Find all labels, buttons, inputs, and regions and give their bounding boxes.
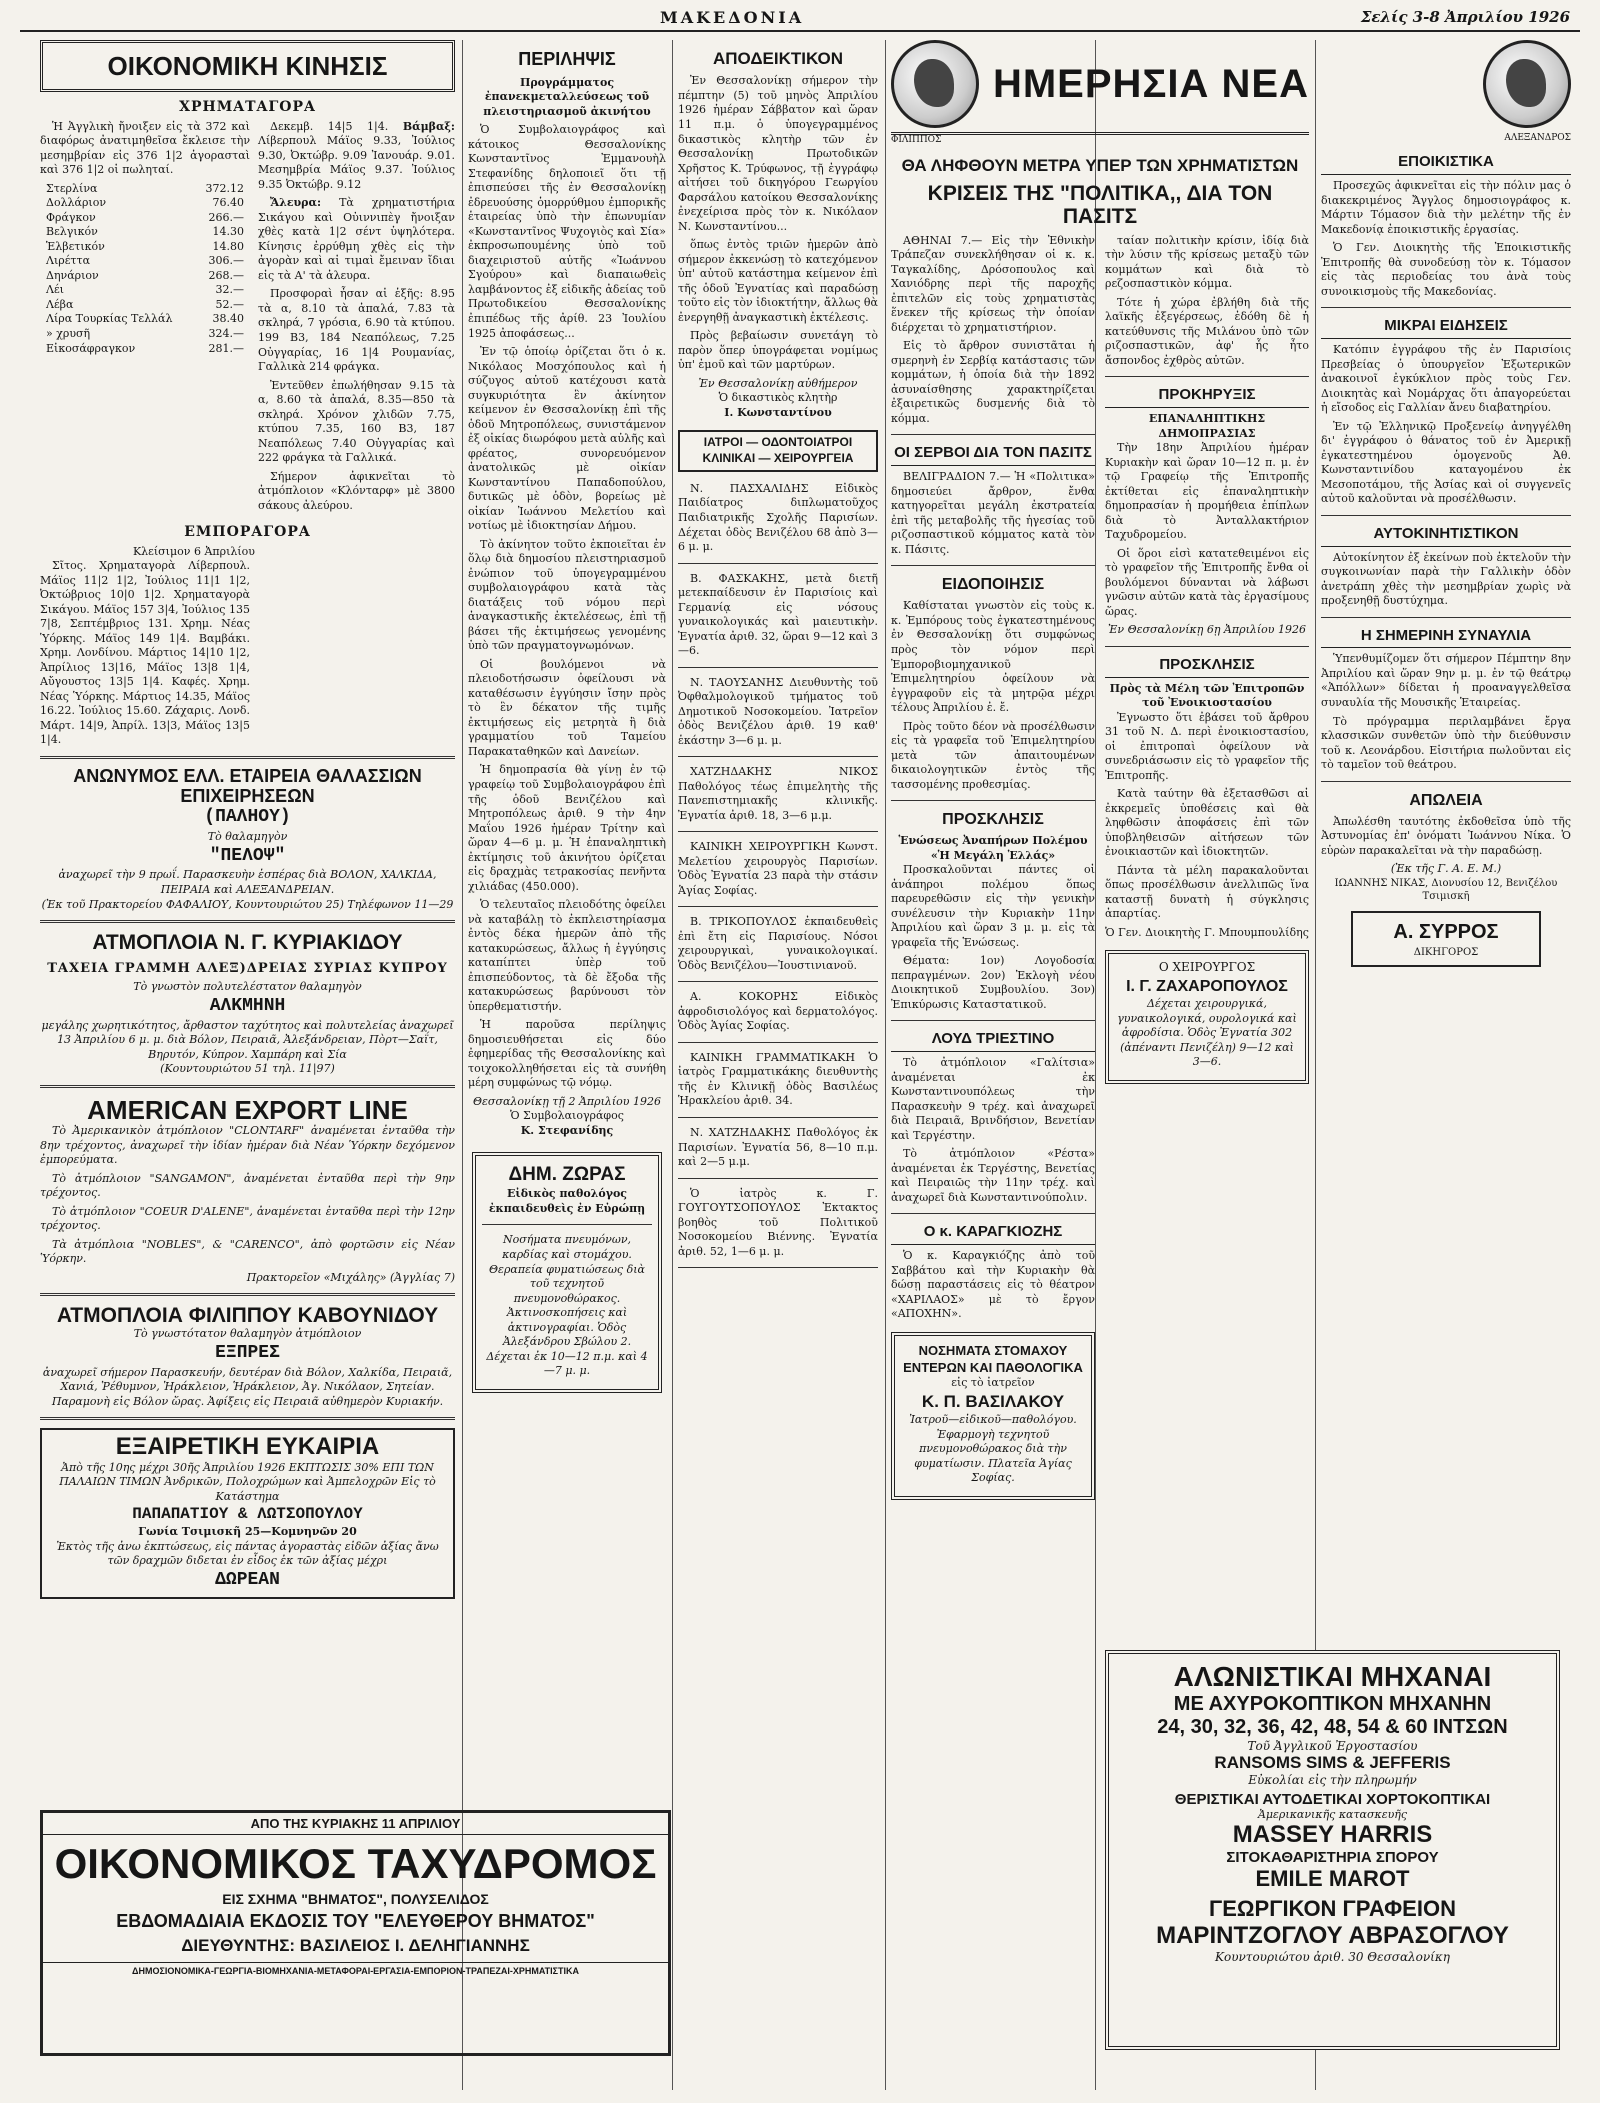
ad-doctor-zoras [472, 1152, 662, 1392]
proclamation-heading: ΠΡΟΚΗΡΥΞΙΣ [1105, 385, 1309, 408]
headline-politika: ΚΡΙΣΕΙΣ ΤΗΣ "ΠΟΛΙΤΙΚΑ,, ΔΙΑ ΤΟΝ ΠΑΣΙΤΣ [927, 181, 1273, 228]
brand-massey-harris: MASSEY HARRIS [1232, 1820, 1433, 1848]
ad4-text: ἀναχωρεῖ σήμερον Παρασκευήν, δευτέραν διὰ Βόλον, Χαλκίδα, Πειραιᾶ, Χανιά, Ῥέθυμνον, Ἡράκλειον, Ἡράκλειον, Ἀγ. Νικόλαον, Σητείαν. Παραμονὴ εἰς Βόλον ὥρας. Ἀφίξεις εἰς Πειραιᾶ αὐθημερὸν Κυριακήν. [42, 1365, 453, 1408]
summary-sign-role: Ὁ Συμβολαιογράφος [510, 1109, 624, 1123]
rate-row [40, 196, 250, 211]
machines-seed: ΣΙΤΟΚΑΘΑΡΙΣΤΗΡΙΑ ΣΠΟΡΟΥ [1226, 1848, 1439, 1866]
divider [678, 831, 878, 832]
machines-title: ΑΛΩΝΙΣΤΙΚΑΙ ΜΗΧΑΝΑΙ [1173, 1661, 1492, 1692]
rate-row [40, 269, 250, 284]
economy-title: ΟΙΚΟΝΟΜΙΚΗ ΚΙΝΗΣΙΣ [40, 40, 455, 92]
machines-more: ΘΕΡΙΣΤΙΚΑΙ ΑΥΤΟΔΕΤΙΚΑΙ ΧΟΡΤΟΚΟΠΤΙΚΑΙ [1174, 1790, 1491, 1808]
courier-line1: ΕΙΣ ΣΧΗΜΑ "ΒΗΜΑΤΟΣ", ΠΟΛΥΣΕΛΙΔΟΣ [222, 1891, 489, 1908]
rate-value: 266.— [208, 210, 244, 224]
concert-text: Ὑπενθυμίζομεν ὅτι σήμερον Πέμπτην 8ην Ἀπριλίου καὶ ὥραν 9ην μ. μ. ἐν τῷ θεάτρῳ «Ἀπόλλων» δίδεται ἡ προαναγγελθεῖσα συναυλία τῆς Μουσικῆς Ἑταιρείας. [1321, 652, 1571, 709]
stomach-sub: εἰς τὸ ἰατρεῖον [951, 1376, 1035, 1390]
rate-value: 306.— [208, 254, 244, 268]
rate-row [40, 211, 250, 226]
ad4-ship: ΕΞΠΡΕΣ [215, 1342, 280, 1363]
courier-line2: ΕΒΔΟΜΑΔΙΑΙΑ ΕΚΔΟΣΙΣ ΤΟΥ "ΕΛΕΥΘΕΡΟΥ ΒΗΜΑΤΟΣ" [116, 1911, 595, 1932]
rate-row [40, 240, 250, 255]
column-misc: ΑΛΕΞΑΝΔΡΟΣ ΕΠΟΙΚΙΣΤΙΚΑ Προσεχῶς ἀφικνεῖται εἰς τὴν πόλιν μας ὁ διακεκριμένος Ἄγγλος δημοσιογράφος κ. Μάρτιν Τόμασον διὰ τὴν μελέτην τῆς ἐν Μακεδονίᾳ ἐποικιστικῆς ἐργασίας. Ὁ Γεν. Διοικητὴς τῆς Ἐποικιστικῆς Ἐπιτροπῆς θὰ συνοδεύσῃ τὸν κ. Τόμασον εἰς τὰς περιοδείας του ἀνὰ τοὺς συνοικισμοὺς τῆς Μακεδονίας. ΜΙΚΡΑΙ ΕΙΔΗΣΕΙΣ Κατόπιν ἐγγράφου τῆς ἐν Παρισίοις Πρεσβείας ὁ ὑπουργεῖον Ἐξωτερικῶν ἀνακοινοῖ ἐγκύκλιον πρὸς τοὺς Γεν. Διοικητὰς καὶ Νομάρχας ὅτι ἀπαγορεύεται ἡ εἴσοδος εἰς Γαλλίαν ἄνευ διαβατηρίου. Ἐν τῷ Ἐλληνικῷ Προξενείῳ ἀνηγγέλθη δι' ἐγγράφου ὁ θάνατος τοῦ ἐν Ἀμερικῇ ἐγκατεστημένου ὁμογενοῦς Ἀθ. Κωνσταντινίδου καταγομένου ἐκ Μεσοποτάμου, τῆς Ἀσίας καὶ οἱ συγγενεῖς αὐτοῦ καλοῦνται νὰ προσέλθωσιν. ΑΥΤΟΚΙΝΗΤΙΣΤΙΚΟΝ Αὐτοκίνητον ἐξ ἐκείνων ποὺ ἐκτελοῦν τὴν συγκοινωνίαν παρὰ τὴν Γαλλικὴν ὁδὸν ἀνετράπη χθὲς τὴν μεσημβρίαν χωρὶς νὰ προξενηθῇ δυστύχημα. Η ΣΗΜΕΡΙΝΗ ΣΥΝΑΥΛΙΑ Ὑπενθυμίζομεν ὅτι σήμερον Πέμπτην 8ην Ἀπριλίου καὶ ὥραν 9ην μ. μ. ἐν τῷ θεάτρῳ «Ἀπόλλων» δίδεται ἡ προαναγγελθεῖσα συναυλία τῆς Μουσικῆς Ἑταιρείας. Τὸ πρόγραμμα περιλαμβάνει ἔργα κλασσικῶν συνθετῶν ὑπὸ τὴν διεύθυνσιν τοῦ κ. Λεονάρδου. Εἰσιτήρια πωλοῦνται εἰς τὸ ταμεῖον τοῦ θεάτρου. ΑΠΩΛΕΙΑ Ἀπωλέσθη ταυτότης ἐκδοθεῖσα ὑπὸ τῆς Ἀστυνομίας ἐπ' ὀνόματι Ἰωάννου Νίκα. Ὁ εὑρὼν παρακαλεῖται νὰ τὴν παραδώσῃ. (Ἐκ τῆς Γ. Α. Ε. Μ.) ΙΩΑΝΝΗΣ ΝΙΚΑΣ, Διονυσίου 12, Βενιζέλου Τσιμισκῆ Α. ΣΥΡΡΟΣ ΔΙΚΗΓΟΡΟΣ [1321, 40, 1571, 2090]
news-athens-cont: ταίαν πολιτικὴν κρίσιν, ἰδίᾳ διὰ τὴν λύσιν τῆς κρίσεως μεταξὺ τῶν κομμάτων καὶ διὰ τὸ ρεζοσπαστικὸν κόμμα. [1105, 233, 1309, 291]
commodity-market-heading: ΕΜΠΟΡΑΓΟΡΑ [184, 524, 311, 541]
machines-terms: Εὐκολίαι εἰς τὴν πληρωμήν [1248, 1772, 1417, 1787]
divider [678, 667, 878, 668]
certificate-text: Ἐν Θεσσαλονίκῃ σήμερον τὴν πέμπτην (5) τοῦ μηνὸς Ἀπριλίου 1926 ἡμέραν Σάββατον καὶ ὥραν 11 π.μ. ὁ ὑπογεγραμμένος δικαστικὸς κλητὴρ τῶν ἐν Θεσσαλονίκῃ Πρωτοδικῶν Χρῆστος Κ. Τρύφωνος, τῇ ἐγγράφῳ αἰτήσει τοῦ δικηγόρου Γεωργίου Φαρσάλου κατοίκου Θεσσαλονίκης ἐνεχείρισα πρὸς τὸν κ. Νικόλαον Ν. Κωνσταντίνου... [678, 74, 878, 233]
column-rule [672, 40, 673, 2090]
ad-surgeon [1105, 950, 1309, 1084]
ad1-subtitle: (ΠΑΛΗΟΥ) [204, 807, 291, 828]
settlement-text: Προσεχῶς ἀφικνεῖται εἰς τὴν πόλιν μας ὁ διακεκριμένος Ἄγγλος δημοσιογράφος κ. Μάρτιν Τόμασον διὰ τὴν μελέτην τῆς ἐν Μακεδονίᾳ ἐποικιστικῆς ἐργασίας. [1321, 179, 1571, 236]
rate-name: Ἑλβετικόν [46, 239, 105, 253]
ad1-ship: "ΠΕΛΟΨ" [209, 845, 286, 866]
divider [678, 1117, 878, 1118]
loss-text: Ἀπωλέσθη ταυτότης ἐκδοθεῖσα ὑπὸ τῆς Ἀστυνομίας ἐπ' ὀνόματι Ἰωάννου Νίκα. Ὁ εὑρὼν παρακαλεῖται νὰ τὴν παραδώσῃ. [1321, 814, 1571, 857]
concert-heading: Η ΣΗΜΕΡΙΝΗ ΣΥΝΑΥΛΙΑ [1321, 626, 1571, 649]
certificate-sign-role: Ὁ δικαστικὸς κλητὴρ [718, 391, 838, 405]
invite-subtitle: Ἑνώσεως Ἀναπήρων Πολέμου «Ἡ Μεγάλη Ἑλλάς» [898, 834, 1088, 862]
invite-text: Προσκαλοῦνται πάντες οἱ ἀνάπηροι πολέμου ὅπως παρευρεθῶσιν εἰς τὴν γενικὴν συνέλευσιν τὴν Κυριακὴν 11ην Ἀπριλίου καὶ ὥραν 3 μ. μ. εἰς τὰ γραφεῖα τῆς Ἑνώσεως. [891, 863, 1095, 949]
summary-auction: Ἡ δημοπρασία θὰ γίνῃ ἐν τῷ γραφείῳ τοῦ Συμβολαιογράφου ἐπὶ τῆς ὁδοῦ Βενιζέλου καὶ Μητροπόλεως ἀριθ. 9 τὴν 4ην Μαΐου 1926 ἡμέραν Τρίτην καὶ ὥραν 4—6 μ. μ. Ἡ ἐπαναληπτικὴ ἐκτίμησις τοῦ ἀκινήτου ὁρίζεται εἰς δραχμὰς τετρακοσίας πενῆντα χιλιάδας (450.000). [468, 763, 666, 893]
lloyd-text: Τὸ ἀτμόπλοιον «Γαλίτσια» ἀναμένεται ἐκ Κωνσταντινουπόλεως τὴν Παρασκευὴν 9 τρέχ. καὶ ἀναχωρεῖ διὰ Πειραιᾶ, Βρινδήσιον, Βενετίαν καὶ Τεργέστην. [891, 1056, 1095, 1142]
ad2-lead: Τὸ γνωστὸν πολυτελέστατον θαλαμηγὸν [133, 980, 362, 994]
divider [678, 563, 878, 564]
ad-kavounidou-shipping [40, 1304, 455, 1409]
ad2-title: ΑΤΜΟΠΛΟΙΑ Ν. Γ. ΚΥΡΙΑΚΙΔΟΥ [92, 931, 403, 955]
doctor-zoras-role: Εἰδικὸς παθολόγος ἐκπαιδευθεὶς ἐν Εὐρώπῃ [488, 1187, 646, 1215]
rate-row [40, 182, 250, 197]
invite2-text: Ἐγνωστο ὅτι ἐβάσει τοῦ ἄρθρου 31 τοῦ Ν. Δ. περὶ ἐνοικιοστασίου, οἱ ἐπιτροπαὶ ὀφείλουν νὰ συνεδριάσωσιν εἰς τὸ γραφεῖον τῆς Ἐπιτροπῆς. [1105, 710, 1309, 782]
lawyer-name: Α. ΣΥΡΡΟΣ [1393, 921, 1499, 944]
divider [678, 1267, 878, 1268]
medal-right-label: ΑΛΕΞΑΝΔΡΟΣ [1504, 132, 1571, 143]
money-market-heading: ΧΡΗΜΑΤΑΓΟΡΑ [179, 99, 316, 116]
karagiozis-text: Ὁ κ. Καραγκιόζης ἀπὸ τοῦ Σαββάτου καὶ τὴν Κυριακὴν θὰ δώσῃ παραστάσεις εἰς τὸ θέατρον «ΧΑΡΙΛΑΟΣ» μὲ τὸ ἔργον «ΑΠΟΧΗΝ». [891, 1249, 1095, 1321]
doctor-listing: Α. ΚΟΚΟΡΗΣ Εἰδικὸς ἀφροδισιολόγος καὶ δερματολόγος. Ὁδὸς Ἁγίας Σοφίας. [678, 990, 878, 1033]
summary-subtitle: Προγράμματος ἐπανεκμεταλλεύσεως τοῦ πλειστηριασμοῦ ἀκινήτου [483, 75, 651, 118]
ad4-title: ΑΤΜΟΠΛΟΙΑ ΦΙΛΙΠΠΟΥ ΚΑΒΟΥΝΙΔΟΥ [56, 1304, 439, 1328]
ad2-subtitle: ΤΑΧΕΙΑ ΓΡΑΜΜΗ ΑΛΕΞ)ΔΡΕΙΑΣ ΣΥΡΙΑΣ ΚΥΠΡΟΥ [47, 961, 448, 977]
certificate-title: ΑΠΟΔΕΙΚΤΙΚΟΝ [713, 49, 843, 68]
surgeon-text: Δέχεται χειρουργικά, γυναικολογικά, ουρολογικά καὶ ἀφροδίσια. Ὁδὸς Ἐγνατία 302 (ἀπέναντι Πενιζέλη) 9—12 καὶ 3—6. [1117, 997, 1297, 1069]
surgeon-title: Ο ΧΕΙΡΟΥΡΓΟΣ [1158, 960, 1256, 975]
rate-name: Βελγικόν [46, 225, 98, 239]
rate-value: 372.12 [205, 181, 244, 195]
doctor-listing: ΧΑΤΖΗΔΑΚΗΣ ΝΙΚΟΣ Παθολόγος τέως ἐπιμελητὴς τῆς Πανεπιστημιακῆς κλινικῆς. Ἐγνατία ἀριθ. 18, 3—6 μ.μ. [678, 765, 878, 822]
summary-text: Ὁ Συμβολαιογράφος καὶ κάτοικος Θεσσαλονίκης Κωνσταντῖνος Ἐμμανουὴλ Στεφανίδης δηλοποιεῖ ὅτι τῇ ἐπισπεύσει τῆς ἐν Θεσσαλονίκῃ ἐδρευούσης ὁμορρύθμου ἐμπορικῆς ἑταιρείας ὑπὸ τὴν ἐπωνυμίαν «Κωνσταντῖνος Ψυχογιὸς καὶ Σία» ἐκπροσωπουμένης ὑπὸ τοῦ διαχειριστοῦ αὐτῆς «Ἰωάννου Σγούρου» καὶ διαπαιωθεὶς λαμβάνοντος ἐξ εἰδικῆς ἀδείας τοῦ Πρωτοδικείου Θεσσαλονίκης ἐπιπέδως τῆς ἀρίθ. 23 Ἰουλίου 1925 ἀποφάσεως... [468, 123, 666, 340]
serbs-heading: ΟΙ ΣΕΡΒΟΙ ΔΙΑ ΤΟΝ ΠΑΣΙΤΣ [891, 443, 1095, 466]
rate-name: Λιρέττα [46, 254, 91, 268]
notices-text: Καθίσταται γνωστὸν εἰς τοὺς κ. κ. Ἐμπόρους τοὺς ἐγκατεστημένους ἐν Θεσσαλονίκῃ ὅτι συμφώνως πρὸς τὸν νόμον περὶ Ἐμποροβιομηχανικοῦ Ἐπιμελητηρίου ὀφείλουν νὰ ἐγγραφοῦν εἰς τὰ μητρῷα μέχρι τέλους Ἀπριλίου ἐ. ἔ. [891, 599, 1095, 715]
ad1-lead: Τὸ θαλαμηγὸν [207, 830, 288, 844]
surgeon-name: Ι. Γ. ΖΑΧΑΡΟΠΟΥΛΟΣ [1126, 978, 1288, 996]
settlement-heading: ΕΠΟΙΚΙΣΤΙΚΑ [1321, 152, 1571, 175]
rate-value: 76.40 [212, 196, 244, 210]
ad4-lead: Τὸ γνωστότατον θαλαμηγὸν ἀτμόπλοιον [133, 1327, 362, 1341]
market-close-date: Κλείσιμον 6 Ἀπριλίου [132, 544, 255, 558]
rate-row [40, 312, 250, 327]
ad1-title: ΑΝΩΝΥΜΟΣ ΕΛΛ. ΕΤΑΙΡΕΙΑ ΘΑΛΑΣΣΙΩΝ ΕΠΙΧΕΙΡΗΣΕΩΝ [73, 765, 422, 806]
medal-left-label: ΦΙΛΙΠΠΟΣ [891, 135, 942, 145]
doctor-zoras-name: ΔΗΜ. ΖΩΡΑΣ [508, 1164, 626, 1186]
rate-row [40, 327, 250, 342]
doctor-listing: ΚΑΙΝΙΚΗ ΓΡΑΜΜΑΤΙΚΑΚΗ Ὁ ἰατρὸς Γραμματικάκης διευθυντὴς τῆς ἐν Κλινικῇ ὁδὸς Βασιλέως Ἡρακλείου ἀριθ. 34. [678, 1050, 878, 1108]
doctor-listing: Β. ΤΡΙΚΟΠΟΥΛΟΣ ἐκπαιδευθεὶς ἐπὶ ἔτη εἰς Παρισίους. Νόσοι χειρουργικαὶ, γυναικολογικαί. Ὁδὸς Βενιζέλου—Ἰουστινιανοῦ. [678, 915, 878, 972]
doctor-listing: Ὁ ἰατρὸς κ. Γ. ΓΟΥΓΟΥΤΣΟΠΟΥΛΟΣ Ἐκτακτος βοηθὸς τοῦ Πολιτικοῦ Νοσοκομείου Βιέννης. Ἐγνατία ἀριθ. 52, 1—6 μ. μ. [678, 1186, 878, 1258]
rate-value: 32.— [215, 283, 244, 297]
divider [678, 1178, 878, 1179]
summary-title: ΠΕΡΙΛΗΨΙΣ [518, 49, 616, 69]
column-rule [885, 40, 886, 2090]
rate-name: Στερλίνα [46, 181, 98, 195]
ad2-text: μεγάλης χωρητικότητος, ἄρθαστον ταχύτητος καὶ πολυτελείας ἀναχωρεῖ 13 Ἀπριλίου 6 μ. μ. διὰ Βόλον, Πειραιᾶ, Ἀλεξάνδρειαν, Πὸρτ—Σαΐτ, Βηρυτόν, Κύπρον. Χαμπάρη καὶ Σία [41, 1018, 454, 1061]
ad1-text: ἀναχωρεῖ τὴν 9 πρωΐ. Παρασκευὴν ἑσπέρας διὰ ΒΟΛΟΝ, ΧΑΛΚΙΔΑ, ΠΕΙΡΑΙΑ καὶ ΑΛΕΞΑΝΔΡΕΙΑΝ. [58, 868, 437, 896]
machines-owner: ΜΑΡΙΝΤΖΟΓΛΟΥ ΑΒΡΑΣΟΓΛΟΥ [1156, 1921, 1509, 1949]
rate-value: 52.— [215, 297, 244, 311]
news-athens: ΑΘΗΝΑΙ 7.— Εἰς τὴν Ἐθνικὴν Τράπεζαν συνεκλήθησαν οἱ κ. κ. Ταγκαλίδης, Δρόσοπουλος καὶ Χανιόδρης περὶ τῆς παροχῆς ἐπιτελῶν εἰς τοὺς χρηματιστὰς ἕνεκεν τῆς κρίσεως τὴν ὁποίαν διέρχεται τὸ χρηματιστήριον. [891, 233, 1095, 334]
divider [678, 981, 878, 982]
auto-text: Αὐτοκίνητον ἐξ ἐκείνων ποὺ ἐκτελοῦν τὴν συγκοινωνίαν παρὰ τὴν Γαλλικὴν ὁδὸν ἀνετράπη χθὲς τὴν μεσημβρίαν χωρὶς νὰ προξενηθῇ δυστύχημα. [1321, 550, 1571, 608]
rate-row [40, 283, 250, 298]
invite2-sign: Ὁ Γεν. Διοικητὴς Γ. Μπουμπουλίδης [1105, 925, 1309, 939]
doctor-listing: Ν. ΠΑΣΧΑΛΙΔΗΣ Εἰδικὸς Παιδίατρος διπλωματοῦχος Παιδιατρικῆς Σχολῆς Παρισίων. Δέχεται ὁδὸς Βενιζέλου 68 ἀπὸ 3—6 μ. μ. [678, 481, 878, 554]
proclamation-text: Τὴν 18ην Ἀπριλίου ἡμέραν Κυριακὴν καὶ ὥραν 10—12 π. μ. ἐν τῷ Γραφείῳ τῆς Ἐπιτροπῆς ἐκτίθεται εἰς ἐπαναληπτικὴν δημοπρασίαν ἡ προμήθεια ἐπίπλων διὰ τὸ Ἀνταλλακτήριον Ταχυδρομείου. [1105, 441, 1309, 542]
courier-date: ΑΠΟ ΤΗΣ ΚΥΡΙΑΚΗΣ 11 ΑΠΡΙΛΙΟΥ [43, 1813, 668, 1835]
ad3-text2: Τὸ ἀτμόπλοιον "SANGAMON", ἀναμένεται ἐνταῦθα περὶ τὴν 9ην τρέχοντος. [40, 1171, 455, 1200]
karagiozis-heading: Ο κ. ΚΑΡΑΓΚΙΟΖΗΣ [891, 1222, 1095, 1245]
summary-sign-name: Κ. Στεφανίδης [520, 1123, 614, 1137]
brand-emile-marot: EMILE MAROT [1255, 1865, 1410, 1891]
newspaper-name: ΜΑΚΕΔΟΝΙΑ [660, 8, 805, 27]
loss-heading: ΑΠΩΛΕΙΑ [1409, 791, 1483, 809]
issue-date: Σελίς 3-8 Ἀπριλίου 1926 [1360, 8, 1570, 26]
courier-title: ΟΙΚΟΝΟΜΙΚΟΣ ΤΑΧΥΔΡΟΜΟΣ [54, 1840, 657, 1887]
stomach-name: Κ. Π. ΒΑΣΙΛΑΚΟΥ [921, 1391, 1065, 1411]
courier-line4: ΔΗΜΟΣΙΟΝΟΜΙΚΑ-ΓΕΩΡΓΙΑ-ΒΙΟΜΗΧΑΝΙΑ-ΜΕΤΑΦΟΡΑΙ-ΕΡΓΑΣΙΑ-ΕΜΠΟΡΙΟΝ-ΤΡΑΠΕΖΑΙ-ΧΡΗΜΑΤΙΣΤΙΚΑ [43, 1962, 668, 1976]
news-belgrade: ΒΕΛΙΓΡΑΔΙΟΝ 7.— Ἡ «Πολιτικα» δημοσιεύει ἄρθρον, ἔνθα κατηγορεῖται μεγάλη ἐκστρατεία ἐπὶ τῆς μεταβολῆς τῆς ἡγεσίας τοῦ ριζοσπαστικοῦ κόμματος κατὰ τὸν κ. Πάσιτς. [891, 470, 1095, 556]
doctor-zoras-text: Νοσήματα πνευμόνων, καρδίας καὶ στομάχου. Θεραπεία φυματιώσεως διὰ τοῦ τεχνητοῦ πνευμονοθώρακος. Ἀκτινοσκοπήσεις καὶ ἀκτινογραφίαι. Ὁδὸς Ἀλεξάνδρου Σβώλου 2. Δέχεται ἐκ 10—12 π.μ. καὶ 4—7 μ. μ. [486, 1233, 648, 1378]
lawyer-role: ΔΙΚΗΓΟΡΟΣ [1413, 946, 1479, 958]
doctor-listing: ΚΑΙΝΙΚΗ ΧΕΙΡΟΥΡΓΙΚΗ Κωνστ. Μελετίου χειρουργὸς Παρισίων. Ὁδὸς Ἐγνατία 23 παρὰ τὴν στάσιν Ἁγίας Σοφίας. [678, 840, 878, 897]
machines-sizes: 24, 30, 32, 36, 42, 48, 54 & 60 ΙΝΤΣΩΝ [1157, 1715, 1508, 1738]
invite2-subtitle: Πρὸς τὰ Μέλη τῶν Ἐπιτροπῶν τοῦ Ἐνοικιοστασίου [1109, 681, 1305, 710]
doctors-heading [678, 430, 878, 472]
machines-office: ΓΕΩΡΓΙΚΟΝ ΓΡΑΦΕΙΟΝ [1209, 1895, 1456, 1921]
brand-ransoms: RANSOMS SIMS & JEFFERIS [1214, 1752, 1451, 1772]
rate-name: Λέι [46, 283, 64, 297]
column-rule [462, 40, 463, 2090]
ad-palios-shipping [40, 767, 455, 912]
ad-threshing-machines [1105, 1650, 1560, 2050]
rate-value: 324.— [208, 327, 244, 340]
ad5-text: Ἀπὸ τῆς 10ης μέχρι 30ῆς Ἀπριλίου 1926 ΕΚΠΤΩΣΙΣ 30% ΕΠΙ ΤΩΝ ΠΑΛΑΙΩΝ ΤΙΜΩΝ Ἀνδρικῶν, Πολοχρώμων καὶ Ἀμπελοχρῶν Εἰς τὸ Κατάστημα [59, 1460, 436, 1503]
loss-source: (Ἐκ τῆς Γ. Α. Ε. Μ.) [1390, 862, 1502, 876]
machines-subtitle: ΜΕ ΑΧΥΡΟΚΟΠΤΙΚΟΝ ΜΗΧΑΝΗΝ [1173, 1692, 1492, 1715]
masthead [20, 8, 1580, 32]
summary-sign-place: Θεσσαλονίκῃ τῇ 2 Ἀπριλίου 1926 [473, 1094, 661, 1108]
rate-value: 268.— [208, 268, 244, 282]
invite-heading: ΠΡΟΣΚΛΗΣΙΣ [942, 811, 1044, 829]
column-notices: ΑΠΟΔΕΙΚΤΙΚΟΝ Ἐν Θεσσαλονίκῃ σήμερον τὴν πέμπτην (5) τοῦ μηνὸς Ἀπριλίου 1926 ἡμέραν Σάββατον καὶ ὥραν 11 π.μ. ὁ ὑπογεγραμμένος δικαστικὸς κλητὴρ τῶν ἐν Θεσσαλονίκῃ Πρωτοδικῶν Χρῆστος Κ. Τρύφωνος, τῇ ἐγγράφῳ αἰτήσει τοῦ δικηγόρου Γεωργίου Φαρσάλου κατοίκου Θεσσαλονίκης ἐνεχείρισα πρὸς τὸν κ. Νικόλαον Ν. Κωνσταντίνου... ὅπως ἐντὸς τριῶν ἡμερῶν ἀπὸ σήμερον ἐκκενώσῃ τὸ κατεχόμενον ὑπ' αὐτοῦ κατάστημα κείμενον ἐπὶ τῆς ὁδοῦ Ἐγνατίας καὶ παραδώσῃ τοῦτο εἰς τὸν ἰδιοκτήτην, ἄλλως θὰ ἐνεργηθῇ ἀναγκαστικὴ ἐκτέλεσις. Πρὸς βεβαίωσιν συνετάγη τὸ παρὸν ὅπερ ὑπογράφεται νομίμως ὑπ' ἐμοῦ καὶ τῶν μαρτύρων. Ἐν Θεσσαλονίκῃ αὐθήμερον Ὁ δικαστικὸς κλητὴρ Ι. Κωνσταντίνου ΙΑΤΡΟΙ — ΟΔΟΝΤΟΙΑΤΡΟΙ ΚΛΙΝΙΚΑΙ — ΧΕΙΡΟΥΡΓΕΙΑ Ν. ΠΑΣΧΑΛΙΔΗΣ Εἰδικὸς Παιδίατρος διπλωματοῦχος Παιδιατρικῆς Σχολῆς Παρισίων. Δέχεται ὁδὸς Βενιζέλου 68 ἀπὸ 3—6 μ. μ. Β. ΦΑΣΚΑΚΗΣ, μετὰ διετῆ μετεκπαίδευσιν ἐν Παρισίοις καὶ Γερμανίᾳ εἰς νόσους γυναικολογικάς καὶ μαιευτικὴν. Ἐγνατία ἀριθ. 32, ὥραι 9—12 καὶ 3—6. Ν. ΤΑΟΥΣΑΝΗΣ Διευθυντὴς τοῦ Ὀφθαλμολογικοῦ τμήματος τοῦ Δημοτικοῦ Νοσοκομείου. Ἰατρεῖον ὁδὸς Βενιζέλου ἀριθ. 19 καθ' ἑκάστην 3—6 μ. μ. ΧΑΤΖΗΔΑΚΗΣ ΝΙΚΟΣ Παθολόγος τέως ἐπιμελητὴς τῆς Πανεπιστημιακῆς κλινικῆς. Ἐγνατία ἀριθ. 18, 3—6 μ.μ. ΚΑΙΝΙΚΗ ΧΕΙΡΟΥΡΓΙΚΗ Κωνστ. Μελετίου χειρουργὸς Παρισίων. Ὁδὸς Ἐγνατία 23 παρὰ τὴν στάσιν Ἁγίας Σοφίας. Β. ΤΡΙΚΟΠΟΥΛΟΣ ἐκπαιδευθεὶς ἐπὶ ἔτη εἰς Παρισίους. Νόσοι χειρουργικαὶ, γυναικολογικαί. Ὁδὸς Βενιζέλου—Ἰουστινιανοῦ. Α. ΚΟΚΟΡΗΣ Εἰδικὸς ἀφροδισιολόγος καὶ δερματολόγος. Ὁδὸς Ἁγίας Σοφίας. ΚΑΙΝΙΚΗ ΓΡΑΜΜΑΤΙΚΑΚΗ Ὁ ἰατρὸς Γραμματικάκης διευθυντὴς τῆς ἐν Κλινικῇ ὁδὸς Βασιλέως Ἡρακλείου ἀριθ. 34. Ν. ΧΑΤΖΗΔΑΚΗΣ Παθολόγος ἐκ Παρισίων. Ἐγνατία 56, 8—10 π.μ. καὶ 2—5 μ.μ. Ὁ ἰατρὸς κ. Γ. ΓΟΥΓΟΥΤΣΟΠΟΥΛΟΣ Ἐκτακτος βοηθὸς τοῦ Πολιτικοῦ Νοσοκομείου Βιέννης. Ἐγνατία ἀριθ. 52, 1—6 μ. μ. [678, 40, 878, 2090]
rate-value: 14.80 [212, 239, 244, 253]
proclamation-sign: Ἐν Θεσσαλονίκῃ 6ῃ Ἀπριλίου 1926 [1108, 623, 1306, 637]
proclamation-subtitle: ΕΠΑΝΑΛΗΠΤΙΚΗΣ ΔΗΜΟΠΡΑΣΙΑΣ [1148, 412, 1266, 440]
rate-name: Λίρα Τουρκίας Τελλάλ [46, 312, 173, 326]
rate-value: 14.30 [212, 225, 244, 239]
stomach-text: Ἰατροῦ—εἰδικοῦ—παθολόγου. Ἐφαρμογὴ τεχνητοῦ πνευμονοθώρακος διὰ τὴν φυματίωσιν. Πλατεῖα Ἁγίας Σοφίας. [909, 1413, 1077, 1485]
rate-row [40, 298, 250, 313]
rate-row [40, 254, 250, 269]
exchange-rates [40, 182, 250, 356]
machines-from: Τοῦ Ἀγγλικοῦ Ἐργοστασίου [1247, 1738, 1418, 1753]
ad-kyriakidou-shipping [40, 931, 455, 1077]
divider [678, 1042, 878, 1043]
doctor-listing: Ν. ΧΑΤΖΗΔΑΚΗΣ Παθολόγος ἐκ Παρισίων. Ἐγνατία 56, 8—10 π.μ. καὶ 2—5 μ.μ. [678, 1126, 878, 1169]
loss-address: ΙΩΑΝΝΗΣ ΝΙΚΑΣ, Διονυσίου 12, Βενιζέλου Τσιμισκῆ [1334, 877, 1558, 902]
doctor-listing: Β. ΦΑΣΚΑΚΗΣ, μετὰ διετῆ μετεκπαίδευσιν ἐν Παρισίοις καὶ Γερμανίᾳ εἰς νόσους γυναικολογικάς καὶ μαιευτικὴν. Ἐγνατία ἀριθ. 32, ὥραι 9—12 καὶ 3—6. [678, 571, 878, 658]
ad2-contact: (Κουντουριώτου 51 τηλ. 11|97) [160, 1062, 335, 1076]
doctors-list [678, 482, 878, 1268]
ad1-contact: (Ἐκ τοῦ Πρακτορείου ΦΑΦΑΛΙΟΥ, Κουντουριώτου 25) Τηλέφωνον 11—29 [41, 897, 454, 911]
rate-name: Φράγκον [46, 210, 96, 224]
ad-american-export-line [40, 1096, 455, 1286]
stomach-title: ΝΟΣΗΜΑΤΑ ΣΤΟΜΑΧΟΥ ΕΝΤΕΡΩΝ ΚΑΙ ΠΑΘΟΛΟΓΙΚΑ [903, 1342, 1083, 1375]
divider [678, 756, 878, 757]
divider [678, 906, 878, 907]
ad5-address: Γωνία Τσιμισκῆ 25—Κομνηνῶν 20 [138, 1525, 357, 1539]
rate-name: Δολλάριον [46, 196, 107, 210]
rate-value: 281.— [208, 341, 244, 355]
auto-heading: ΑΥΤΟΚΙΝΗΤΙΣΤΙΚΟΝ [1321, 524, 1571, 547]
ad3-text3: Τὸ ἀτμόπλοιον "COEUR D'ALENE", ἀναμένεται ἐνταῦθα περὶ τὴν 12ην τρέχοντος. [40, 1204, 455, 1233]
notices-heading: ΕΙΔΟΠΟΙΗΣΙΣ [941, 576, 1045, 594]
column-daily-news: ΗΜΕΡΗΣΙΑ ΝΕΑ ΦΙΛΙΠΠΟΣ ΘΑ ΛΗΦΘΟΥΝ ΜΕΤΡΑ ΥΠΕΡ ΤΩΝ ΧΡΗΜΑΤΙΣΤΩΝ ΚΡΙΣΕΙΣ ΤΗΣ "ΠΟΛΙΤΙΚΑ,, ΔΙΑ ΤΟΝ ΠΑΣΙΤΣ ΑΘΗΝΑΙ 7.— Εἰς τὴν Ἐθνικὴν Τράπεζαν συνεκλήθησαν οἱ κ. κ. Ταγκαλίδης, Δρόσοπουλος καὶ Χανιόδρης περὶ τῆς παροχῆς ἐπιτελῶν εἰς τοὺς χρηματιστὰς ἕνεκεν τῆς κρίσεως τὴν ὁποίαν διέρχεται τὸ χρηματιστήριον. Εἰς τὸ ἄρθρον συνιστᾶται ἡ σμερηνὴ ἐν Σερβίᾳ κατάστασις τῶν κομμάτων, ἡ ὁποία διὰ τὴν 1892 ἀσυναίσθησης χαρακτηρίζεται ἐξαιρετικῶς δυσμενής διὰ τὸ κόμμα. ΟΙ ΣΕΡΒΟΙ ΔΙΑ ΤΟΝ ΠΑΣΙΤΣ ΒΕΛΙΓΡΑΔΙΟΝ 7.— Ἡ «Πολιτικα» δημοσιεύει ἄρθρον, ἔνθα κατηγορεῖται μεγάλη ἐκστρατεία ἐπὶ τῆς μεταβολῆς τῆς ἡγεσίας τοῦ ριζοσπαστικοῦ κόμματος κατὰ τὸν κ. Πάσιτς. ΕΙΔΟΠΟΙΗΣΙΣ Καθίσταται γνωστὸν εἰς τοὺς κ. κ. Ἐμπόρους τοὺς ἐγκατεστημένους ἐν Θεσσαλονίκῃ ὅτι συμφώνως πρὸς τὸν νόμον περὶ Ἐμποροβιομηχανικοῦ Ἐπιμελητηρίου ὀφείλουν νὰ ἐγγραφοῦν εἰς τὰ μητρῷα μέχρι τέλους Ἀπριλίου ἐ. ἔ. Πρὸς τοῦτο δέον νὰ προσέλθωσιν εἰς τὰ γραφεῖα τοῦ Ἐπιμελητηρίου μετὰ τῶν ἀπαιτουμένων δικαιολογητικῶν ἐντὸς τῆς τασσομένης προθεσμίας. ΠΡΟΣΚΛΗΣΙΣ Ἑνώσεως Ἀναπήρων Πολέμου «Ἡ Μεγάλη Ἑλλάς» Προσκαλοῦνται πάντες οἱ ἀνάπηροι πολέμου ὅπως παρευρεθῶσιν εἰς τὴν γενικὴν συνέλευσιν τὴν Κυριακὴν 11ην Ἀπριλίου καὶ ὥραν 3 μ. μ. εἰς τὰ γραφεῖα τῆς Ἑνώσεως. Θέματα: 1ον) Λογοδοσία πεπραγμένων. 2ον) Ἐκλογὴ νέου Διοικητικοῦ Συμβουλίου. 3ον) Ἐπικύρωσις Καταστατικοῦ. ΛΟΥΔ ΤΡΙΕΣΤΙΝΟ Τὸ ἀτμόπλοιον «Γαλίτσια» ἀναμένεται ἐκ Κωνσταντινουπόλεως τὴν Παρασκευὴν 9 τρέχ. καὶ ἀναχωρεῖ διὰ Πειραιᾶ, Βρινδήσιον, Βενετίαν καὶ Τεργέστην. Τὸ ἀτμόπλοιον «Ρέστα» ἀναμένεται ἐκ Τεργέστης, Βενετίας καὶ Πειραιῶς τὴν 11ην τρέχ. καὶ ἀναχωρεῖ διὰ Κωνσταντινούπολιν. Ο κ. ΚΑΡΑΓΚΙΟΖΗΣ Ὁ κ. Καραγκιόζης ἀπὸ τοῦ Σαββάτου καὶ τὴν Κυριακὴν θὰ δώσῃ παραστάσεις εἰς τὸ θέατρον «ΧΑΡΙΛΑΟΣ» μὲ τὸ ἔργον «ΑΠΟΧΗΝ». ΝΟΣΗΜΑΤΑ ΣΤΟΜΑΧΟΥ ΕΝΤΕΡΩΝ ΚΑΙ ΠΑΘΟΛΟΓΙΚΑ εἰς τὸ ἰατρεῖον Κ. Π. ΒΑΣΙΛΑΚΟΥ Ἰατροῦ—εἰδικοῦ—παθολόγου. Ἐφαρμογὴ τεχνητοῦ πνευμονοθώρακος διὰ τὴν φυματίωσιν. Πλατεῖα Ἁγίας Σοφίας. ταίαν πολιτικὴν κρίσιν, ἰδίᾳ διὰ τὴν λύσιν τῆς κρίσεως μεταξὺ τῶν κομμάτων καὶ διὰ τὸ ρεζοσπαστικὸν κόμμα. Τότε ἡ χώρα ἐβλήθη διὰ τῆς λαϊκῆς ἐξεγέρσεως, ἐδόθη δὲ ἡ κατεύθυνσις τῆς Μιλάνου ὑπὸ τῶν ριζοσπαστικῶν, ἀφ' ἧς ἦτο ἄσπονδος ἐχθρὸς αὐτῶν. ΠΡΟΚΗΡΥΞΙΣ ΕΠΑΝΑΛΗΠΤΙΚΗΣ ΔΗΜΟΠΡΑΣΙΑΣ Τὴν 18ην Ἀπριλίου ἡμέραν Κυριακὴν καὶ ὥραν 10—12 π. μ. ἐν τῷ Γραφείῳ τῆς Ἐπιτροπῆς ἐκτίθεται εἰς ἐπαναληπτικὴν δημοπρασίαν ἡ προμήθεια ἐπίπλων διὰ τὸ Ἀνταλλακτήριον Ταχυδρομείου. Οἱ ὅροι εἰσὶ κατατεθειμένοι εἰς τὸ γραφεῖον τῆς Ἐπιτροπῆς ἔνθα οἱ βουλόμενοι δύνανται νὰ λάβωσι γνῶσιν αὐτῶν κατὰ τὰς ἐργασίμους ὥρας. Ἐν Θεσσαλονίκῃ 6ῃ Ἀπριλίου 1926 ΠΡΟΣΚΛΗΣΙΣ Πρὸς τὰ Μέλη τῶν Ἐπιτροπῶν τοῦ Ἐνοικιοστασίου Ἐγνωστο ὅτι ἐβάσει τοῦ ἄρθρου 31 τοῦ Ν. Δ. περὶ ἐνοικιοστασίου, οἱ ἐπιτροπαὶ ὀφείλουν νὰ συνεδριάσωσιν εἰς τὸ γραφεῖον τῆς Ἐπιτροπῆς. Κατὰ ταύτην θὰ ἐξετασθῶσι αἱ ἐκκρεμεῖς ὑποθέσεις καὶ θὰ ληφθῶσιν ἀποφάσεις ἐπὶ τῶν ὑποβληθεισῶν αἰτήσεων τῶν ἐνοικιαστῶν καὶ ἰδιοκτητῶν. Πάντα τὰ μέλη παρακαλοῦνται ὅπως προσέλθωσιν ἀνελλιπῶς ἵνα καταστῇ δυνατὴ ἡ σύγκλησις ἀπαρτίας. Ὁ Γεν. Διοικητὴς Γ. Μπουμπουλίδης Ο ΧΕΙΡΟΥΡΓΟΣ Ι. Γ. ΖΑΧΑΡΟΠΟΥΛΟΣ Δέχεται χειρουργικά, γυναικολογικά, ουρολογικά καὶ ἀφροδίσια. Ὁδὸς Ἐγνατία 302 (ἀπέναντι Πενιζέλη) 9—12 καὶ 3—6. [891, 40, 1309, 2090]
philip-medallion [891, 40, 979, 128]
ad3-text1: Τὸ Ἀμερικανικὸν ἀτμόπλοιον "CLONTARF" ἀναμένεται ἐνταῦθα τὴν 8ην τρέχοντος, ἀναχωρεῖ τὴν ἰδίαν ἡμέραν διὰ Νέαν Ὑόρκην δεχόμενον ἐμπορεύματα. [40, 1124, 455, 1167]
ad5-title: ΕΞΑΙΡΕΤΙΚΗ ΕΥΚΑΙΡΙΑ [115, 1433, 380, 1461]
commodity-prices: Σῖτος. Χρηματαγορὰ Λίβερπουλ. Μάϊος 11|2 1|2, Ἰούλιος 11|1 1|2, Ὀκτώβριος 10|0 1|2. Χρηματαγορὰ Σικάγου. Μάϊος 157 3|4, Ἰούλιος 135 7|8, Σεπτέμβριος 131. Χρημ. Νέας Ὑόρκης. Μάϊος 149 1|4. Βαμβάκι. Χρημ. Λονδίνου. Μάρτιος 14|10 1|2, Ἀπρίλιος 13|16, Μάϊος 13|8 1|4, Αὔγουστος 13|5 1|4. Καφές. Χρημ. Νέας Ὑόρκης. Μάρτιος 14.35, Μάϊος 16.22. Ἰούλιος 15.60. Ζάχαρις. Λονδ. Μάρτ. 14|9, Ἀπρίλ. 13|3, Μάϊος 13|5 1|4. [40, 559, 250, 747]
small-news-heading: ΜΙΚΡΑΙ ΕΙΔΗΣΕΙΣ [1321, 316, 1571, 339]
rate-row [40, 342, 250, 357]
rate-name: Λέβα [46, 297, 74, 311]
ad-exceptional-offer [40, 1428, 455, 1598]
column-economy: ΟΙΚΟΝΟΜΙΚΗ ΚΙΝΗΣΙΣ ΧΡΗΜΑΤΑΓΟΡΑ Ἡ Ἀγγλικὴ ἤνοιξεν εἰς τὰ 372 καὶ διαφόρως ἀνατιμηθεῖσα ἔκλεισε τὴν μεσημβρίαν εἰς 376 1|2 ἀγορασταὶ καὶ 376 1|2 οἱ πωληταί. Στερλίνα 372.12 Δολλάριον 76.40 Φράγκον 266.— Βελγικόν 14.30 Ἑλβετικόν 14.80 Λιρέττα 306.— Δηνάριον 268.— Λέι 32.— Λέβα 52.— Λίρα Τουρκίας Τελλάλ 38.40 » χρυσῆ 324.— Εἰκοσάφραγκον 281.— Δεκεμβ. 14|5 1|4. Βάμβαξ: Λίβερπουλ Μάϊος 9.33, Ἰούλιος 9.30, Ὀκτώβρ. 9.09 Ἰανουάρ. 9.01. Μεσημβρία Μάϊος 9.37. Ἰούλιος 9.35 Ὀκτώβρ. 9.12 Ἄλευρα: Τὰ χρηματιστήρια Σικάγου καὶ Οὐιννιπὲγ ἤνοιξαν χθὲς κατὰ 1|2 σέντ ὑψηλότερα. Κίνησις ἐρρύθμη χθὲς εἰς τὴν ἀγορὰν καὶ αἱ τιμαὶ ἔμειναν ἴδιαι εἰς τὰ Α' τὰ ἀλευρα. Προσφοραὶ ἦσαν αἱ ἑξῆς: 8.95 τὰ α, 8.10 τὰ ἀπαλά, 7.83 τὰ σκληρά, 7 γρόσια, 6.90 τὰ κτύπου. 199 Β3, 184 Νεαπόλεως, 7.25 Οὐγγαρίας, 16 1|4 Ρουμανίας, Γαλλικὰ 214 φράγκα. Ἐντεῦθεν ἐπωλήθησαν 9.15 τὰ α, 8.60 τὰ ἀπαλά, 8.35—850 τὰ σκληρά. Χρόνον χλιδῶν 7.75, κτύπου 7.35, 160 Β3, 187 Νεαπόλεως 7.40 Οὐγγαρίας καὶ 222 φράγκα τὰ Γαλλικά. Σήμερον ἀφικνεῖται τὸ ἀτμόπλοιον «Κλόνταρφ» μὲ 3800 σάκους ἀλεύρου. ΕΜΠΟΡΑΓΟΡΑ Κλείσιμον 6 Ἀπριλίου Σῖτος. Χρηματαγορὰ Λίβερπουλ. Μάϊος 11|2 1|2, Ἰούλιος 11|1 1|2, Ὀκτώβριος 10|0 1|2. Χρηματαγορὰ Σικάγου. Μάϊος 157 3|4, Ἰούλιος 135 7|8, Σεπτέμβριος 131. Χρημ. Νέας Ὑόρκης. Μάϊος 149 1|4. Βαμβάκι. Χρημ. Λονδίνου. Μάρτιος 14|10 1|2, Ἀπρίλιος 13|16, Μάϊος 13|8 1|4, Αὔγουστος 13|5 1|4. Καφές. Χρημ. Νέας Ὑόρκης. Μάρτιος 14.35, Μάϊος 16.22. Ἰούλιος 15.60. Ζάχαρις. Λονδ. Μάρτ. 14|9, Ἀπρίλ. 13|3, Μάϊος 13|5 1|4. ΑΝΩΝΥΜΟΣ ΕΛΛ. ΕΤΑΙΡΕΙΑ ΘΑΛΑΣΣΙΩΝ ΕΠΙΧΕΙΡΗΣΕΩΝ (ΠΑΛΗΟΥ) Τὸ θαλαμηγὸν "ΠΕΛΟΨ" ἀναχωρεῖ τὴν 9 πρωΐ. Παρασκευὴν ἑσπέρας διὰ ΒΟΛΟΝ, ΧΑΛΚΙΔΑ, ΠΕΙΡΑΙΑ καὶ ΑΛΕΞΑΝΔΡΕΙΑΝ. (Ἐκ τοῦ Πρακτορείου ΦΑΦΑΛΙΟΥ, Κουντουριώτου 25) Τηλέφωνον 11—29 ΑΤΜΟΠΛΟΙΑ Ν. Γ. ΚΥΡΙΑΚΙΔΟΥ ΤΑΧΕΙΑ ΓΡΑΜΜΗ ΑΛΕΞ)ΔΡΕΙΑΣ ΣΥΡΙΑΣ ΚΥΠΡΟΥ Τὸ γνωστὸν πολυτελέστατον θαλαμηγὸν ΑΛΚΜΗΝΗ μεγάλης χωρητικότητος, ἄρθαστον ταχύτητος καὶ πολυτελείας ἀναχωρεῖ 13 Ἀπριλίου 6 μ. μ. διὰ Βόλον, Πειραιᾶ, Ἀλεξάνδρειαν, Πὸρτ—Σαΐτ, Βηρυτόν, Κύπρον. Χαμπάρη καὶ Σία (Κουντουριώτου 51 τηλ. 11|97) AMERICAN EXPORT LINE Τὸ Ἀμερικανικὸν ἀτμόπλοιον "CLONTARF" ἀναμένεται ἐνταῦθα τὴν 8ην τρέχοντος, ἀναχωρεῖ τὴν ἰδίαν ἡμέραν διὰ Νέαν Ὑόρκην δεχόμενον ἐμπορεύματα. Τὸ ἀτμόπλοιον "SANGAMON", ἀναμένεται ἐνταῦθα περὶ τὴν 9ην τρέχοντος. Τὸ ἀτμόπλοιον "COEUR D'ALENE", ἀναμένεται ἐνταῦθα περὶ τὴν 12ην τρέχοντος. Τὰ ἀτμόπλοια "NOBLES", & "CARENCO", ἀπὸ φορτῶσιν εἰς Νέαν Ὑόρκην. Πρακτορεῖον «Μιχάλης» (Ἀγγλίας 7) ΑΤΜΟΠΛΟΙΑ ΦΙΛΙΠΠΟΥ ΚΑΒΟΥΝΙΔΟΥ Τὸ γνωστότατον θαλαμηγὸν ἀτμόπλοιον ΕΞΠΡΕΣ ἀναχωρεῖ σήμερον Παρασκευήν, δευτέραν διὰ Βόλον, Χαλκίδα, Πειραιᾶ, Χανιά, Ῥέθυμνον, Ἡράκλειον, Ἡράκλειον, Ἀγ. Νικόλαον, Σητείαν. Παραμονὴ εἰς Βόλον ὥρας. Ἀφίξεις εἰς Πειραιᾶ αὐθημερὸν Κυριακήν. ΕΞΑΙΡΕΤΙΚΗ ΕΥΚΑΙΡΙΑ Ἀπὸ τῆς 10ης μέχρι 30ῆς Ἀπριλίου 1926 ΕΚΠΤΩΣΙΣ 30% ΕΠΙ ΤΩΝ ΠΑΛΑΙΩΝ ΤΙΜΩΝ Ἀνδρικῶν, Πολοχρώμων καὶ Ἀμπελοχρῶν Εἰς τὸ Κατάστημα ΠΑΠΑΠΑΤΙΟΥ & ΛΩΤΣΟΠΟΥΛΟΥ Γωνία Τσιμισκῆ 25—Κομνηνῶν 20 Ἐκτὸς τῆς ἀνω ἐκπτώσεως, εἰς πάντας ἀγοραστὰς εἰδῶν ἀξίας ἄνω τῶν δραχμῶν διδεται ἐν εἶδος ἐκ τῶν ἀξίας μέχρι ΔΩΡΕΑΝ [40, 40, 455, 1805]
small-news-text: Κατόπιν ἐγγράφου τῆς ἐν Παρισίοις Πρεσβείας ὁ ὑπουργεῖον Ἐξωτερικῶν ἀνακοινοῖ ἐγκύκλιον πρὸς τοὺς Γεν. Διοικητὰς καὶ Νομάρχας ὅτι ἀπαγορεύεται ἡ εἴσοδος εἰς Γαλλίαν ἄνευ διαβατηρίου. [1321, 343, 1571, 415]
ad3-text4: Τὰ ἀτμόπλοια "NOBLES", & "CARENCO", ἀπὸ φορτῶσιν εἰς Νέαν Ὑόρκην. [40, 1237, 455, 1266]
ad-lawyer [1351, 911, 1541, 967]
money-market-intro: Ἡ Ἀγγλικὴ ἤνοιξεν εἰς τὰ 372 καὶ διαφόρως ἀνατιμηθεῖσα ἔκλεισε τὴν μεσημβρίαν εἰς 376 1|2 ἀγορασταὶ καὶ 376 1|2 οἱ πωληταί. [40, 119, 250, 177]
machines-address: Κουντουριώτου ἀριθ. 30 Θεσσαλονίκη [1215, 1949, 1450, 1964]
machines-american: Ἀμερικανικῆς κατασκευῆς [1257, 1807, 1408, 1821]
rate-value: 38.40 [212, 312, 244, 326]
rate-name: » χρυσῆ [46, 327, 91, 340]
ad5-note: Ἐκτὸς τῆς ἀνω ἐκπτώσεως, εἰς πάντας ἀγοραστὰς εἰδῶν ἀξίας ἄνω τῶν δραχμῶν διδεται ἐν εἶδος ἐκ τῶν ἀξίας μέχρι [56, 1539, 439, 1568]
ad3-contact: Πρακτορεῖον «Μιχάλης» (Ἀγγλίας 7) [246, 1270, 455, 1284]
certificate-sign-name: Ι. Κωνσταντίνου [724, 405, 832, 419]
rate-name: Δηνάριον [46, 268, 99, 282]
certificate-sign-place: Ἐν Θεσσαλονίκῃ αὐθήμερον [698, 376, 858, 390]
courier-line3: ΔΙΕΥΘΥΝΤΗΣ: ΒΑΣΙΛΕΙΟΣ Ι. ΔΕΛΗΓΙΑΝΝΗΣ [181, 1936, 530, 1956]
ad-economic-courier [40, 1810, 671, 2056]
headline-brokers: ΘΑ ΛΗΦΘΟΥΝ ΜΕΤΡΑ ΥΠΕΡ ΤΩΝ ΧΡΗΜΑΤΙΣΤΩΝ [901, 155, 1299, 175]
ad3-title: AMERICAN EXPORT LINE [87, 1094, 408, 1125]
ad-stomach-clinic [891, 1332, 1095, 1500]
lloyd-heading: ΛΟΥΔ ΤΡΙΕΣΤΙΝΟ [891, 1029, 1095, 1052]
doctor-listing: Ν. ΤΑΟΥΣΑΝΗΣ Διευθυντὴς τοῦ Ὀφθαλμολογικοῦ τμήματος τοῦ Δημοτικοῦ Νοσοκομείου. Ἰατρεῖον ὁδὸς Βενιζέλου ἀριθ. 19 καθ' ἑκάστην 3—6 μ. μ. [678, 675, 878, 747]
invite2-heading: ΠΡΟΣΚΛΗΣΙΣ [1105, 655, 1309, 678]
column-summary: ΠΕΡΙΛΗΨΙΣ Προγράμματος ἐπανεκμεταλλεύσεως τοῦ πλειστηριασμοῦ ἀκινήτου Ὁ Συμβολαιογράφος καὶ κάτοικος Θεσσαλονίκης Κωνσταντῖνος Ἐμμανουὴλ Στεφανίδης δηλοποιεῖ ὅτι τῇ ἐπισπεύσει τῆς ἐν Θεσσαλονίκῃ ἐδρευούσης ὁμορρύθμου ἐμπορικῆς ἑταιρείας ὑπὸ τὴν ἐπωνυμίαν «Κωνσταντῖνος Ψυχογιὸς καὶ Σία» ἐκπροσωπουμένης ὑπὸ τοῦ διαχειριστοῦ αὐτῆς «Ἰωάννου Σγούρου» καὶ διαπαιωθεὶς λαμβάνοντος ἐξ εἰδικῆς ἀδείας τοῦ Πρωτοδικείου Θεσσαλονίκης ἐπιπέδως τῆς ἀρίθ. 23 Ἰουλίου 1925 ἀποφάσεως... Ἐν τῷ ὁποίῳ ὁρίζεται ὅτι ὁ κ. Νικόλαος Μοσχόπουλος καὶ ἡ σύζυγος αὐτοῦ κατέχουσι κατὰ συγκυριότητα ἓν ἀκίνητον κείμενον ἐν Θεσσαλονίκῃ ἐπὶ τῆς ὁδοῦ Μητροπόλεως, συνιστάμενον ἐξ οἰκίας διωρόφου μετὰ αὐλῆς καὶ φρέατος, συνορευόμενον ἀνατολικῶς μὲ οἰκίαν Κωνσταντίνου Παπαδοπούλου, δυτικῶς μὲ ὁδὸν, βορείως μὲ οἰκίαν Ἰωάννου Μελετίου καὶ νοτίως μὲ ἰδιοκτησίαν Δήμου. Τὸ ἀκίνητον τοῦτο ἐκποιεῖται ἐν ὅλῳ διὰ δημοσίου πλειστηριασμοῦ ἐνώπιον τοῦ ὑπογεγραμμένου συμβολαιογράφου κατὰ τὰς διατάξεις τοῦ νόμου περὶ ἀναγκαστικῆς ἐκτελέσεως, ἐπὶ τῇ βάσει τῆς ἐκτιμήσεως γενομένης ὑπὸ τῶν πραγματογνωμόνων. Οἱ βουλόμενοι νὰ πλειοδοτήσωσιν ὀφείλουσι νὰ καταθέσωσιν ἐγγύησιν ἴσην πρὸς τὸ ἓν δέκατον τῆς τιμῆς ἐκτιμήσεως εἰς μετρητὰ ἢ διὰ γραμματίου τοῦ Ταμείου Παρακαταθηκῶν καὶ Δανείων. Ἡ δημοπρασία θὰ γίνῃ ἐν τῷ γραφείῳ τοῦ Συμβολαιογράφου ἐπὶ τῆς ὁδοῦ Βενιζέλου καὶ Μητροπόλεως ἀριθ. 9 τὴν 4ην Μαΐου 1926 ἡμέραν Τρίτην καὶ ὥραν 4—6 μ. μ. Ἡ ἐπαναληπτικὴ ἐκτίμησις τοῦ ἀκινήτου ὁρίζεται εἰς δραχμὰς τετρακοσίας πενῆντα χιλιάδας (450.000). Ὁ τελευταῖος πλειοδότης ὀφείλει νὰ καταβάλῃ τὸ ἐκπλειστηρίασμα ἐντὸς δέκα ἡμερῶν ἀπὸ τῆς κατακυρώσεως, ἄλλως ἡ ἐγγύησις καταπίπτει ὑπὲρ τοῦ ἐπισπεύδοντος, τὰ δὲ ἔξοδα τῆς κατακυρώσεως βαρύνουσι τὸν ὑπερθεματιστήν. Ἡ παροῦσα περίληψις δημοσιευθήσεται εἰς δύο ἐφημερίδας τῆς Θεσσαλονίκης καὶ τοιχοκολληθήσεται εἰς τὰ συνήθη μέρη συμφώνως τῷ νόμῳ. Θεσσαλονίκῃ τῇ 2 Ἀπριλίου 1926 Ὁ Συμβολαιογράφος Κ. Στεφανίδης ΔΗΜ. ΖΩΡΑΣ Εἰδικὸς παθολόγος ἐκπαιδευθεὶς ἐν Εὐρώπῃ Νοσήματα πνευμόνων, καρδίας καὶ στομάχου. Θεραπεία φυματιώσεως διὰ τοῦ τεχνητοῦ πνευμονοθώρακος. Ἀκτινοσκοπήσεις καὶ ἀκτινογραφίαι. Ὁδὸς Ἀλεξάνδρου Σβώλου 2. Δέχεται ἐκ 10—12 π.μ. καὶ 4—7 μ. μ. [468, 40, 666, 1805]
ad5-free: ΔΩΡΕΑΝ [215, 1569, 280, 1590]
daily-news-banner: ΗΜΕΡΗΣΙΑ ΝΕΑ [992, 61, 1309, 106]
ad5-shop: ΠΑΠΑΠΑΤΙΟΥ & ΛΩΤΣΟΠΟΥΛΟΥ [132, 1505, 363, 1524]
rate-name: Εἰκοσάφραγκον [46, 341, 136, 355]
ad2-ship: ΑΛΚΜΗΝΗ [209, 995, 286, 1016]
doctors-title: ΙΑΤΡΟΙ — ΟΔΟΝΤΟΙΑΤΡΟΙ ΚΛΙΝΙΚΑΙ — ΧΕΙΡΟΥΡΓΕΙΑ [702, 435, 854, 466]
alexander-medallion [1483, 40, 1571, 128]
rate-row [40, 225, 250, 240]
